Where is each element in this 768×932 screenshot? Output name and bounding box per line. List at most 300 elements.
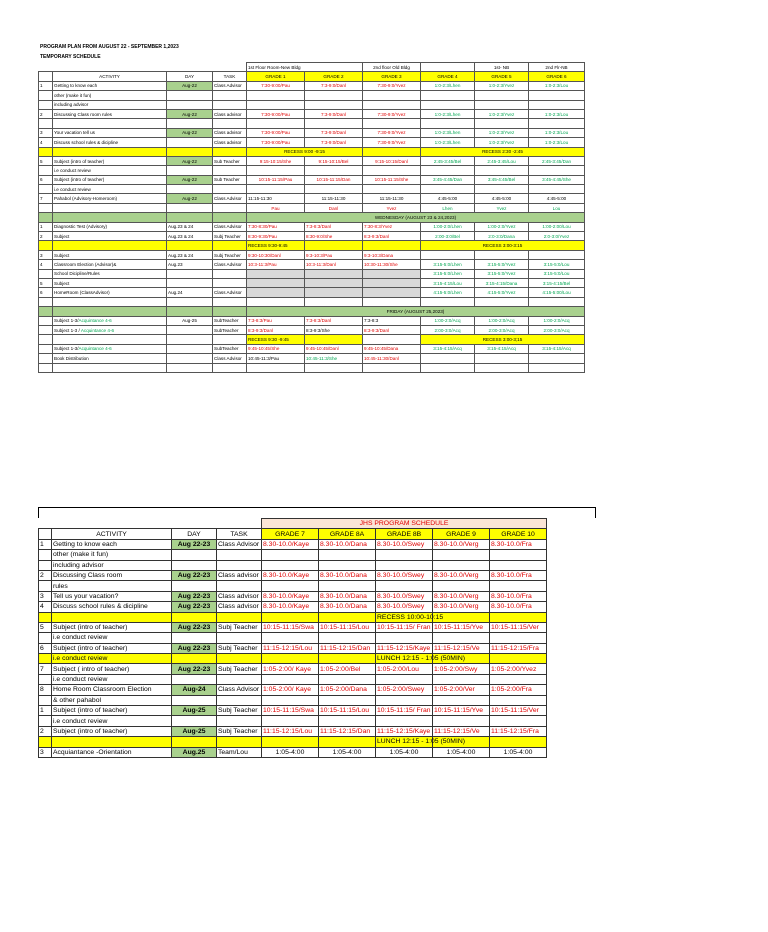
table-cell <box>421 316 475 325</box>
table-row <box>39 307 585 316</box>
table-cell <box>53 119 167 128</box>
table-cell <box>305 250 363 259</box>
table-cell <box>39 222 53 231</box>
table-cell <box>39 91 53 100</box>
table-cell <box>53 307 167 316</box>
cell-text: Aug-25 <box>182 318 197 324</box>
cell-text: Pau <box>271 205 280 211</box>
cell-text: Aug 22-23 <box>177 572 211 580</box>
table-cell <box>172 581 217 591</box>
cell-text: 3:15-5:0/Lhen <box>433 271 462 277</box>
table-cell <box>376 685 433 695</box>
table-cell <box>39 250 53 259</box>
table-row <box>39 706 547 716</box>
table-cell <box>305 260 363 269</box>
table-row <box>39 335 585 344</box>
table-row <box>39 674 547 684</box>
table-cell <box>490 747 547 757</box>
cell-text: including advisor <box>53 561 104 569</box>
table-cell <box>475 185 529 194</box>
table-cell <box>529 81 585 90</box>
table-cell <box>363 156 421 165</box>
cell-text: Subject <box>54 280 70 286</box>
cell-text: 1:00-2:0/Acq <box>434 318 461 324</box>
table-cell <box>376 695 433 705</box>
cell-text: Subject <box>54 233 70 239</box>
table-cell <box>475 100 529 109</box>
table-cell <box>167 138 213 147</box>
table-cell <box>490 716 547 726</box>
table-row <box>39 166 585 175</box>
table-cell <box>363 147 421 156</box>
table-cell <box>376 622 433 632</box>
cell-text: 8:3-9:3/Danl <box>364 233 390 239</box>
table-cell <box>529 363 585 372</box>
cell-text: Subj Teacher <box>218 624 258 632</box>
cell-text: Aug.23 & 24 <box>168 233 194 239</box>
cell-text: Subj Teacher <box>218 665 258 673</box>
cell-text: 11:15-12:15/Ve <box>434 644 480 652</box>
table-cell <box>305 354 363 363</box>
cell-text: 6 <box>40 177 43 183</box>
col-header: GRADE 2 <box>305 72 363 81</box>
table-cell <box>376 726 433 736</box>
table-cell <box>39 269 53 278</box>
cell-text: 1:05-4:00 <box>332 748 362 756</box>
cell-text: 7:3-9:0/Danl <box>320 83 347 89</box>
table-cell <box>421 128 475 137</box>
table-cell <box>475 260 529 269</box>
cell-text: 1:05-4:00 <box>389 748 419 756</box>
table-cell <box>53 222 167 231</box>
building-label: 2nd Flr-NB <box>529 63 585 72</box>
table-cell <box>53 269 167 278</box>
table-cell <box>247 185 305 194</box>
table-cell <box>247 269 305 278</box>
cell-text: Subj Teacher <box>214 252 241 258</box>
table-cell <box>490 664 547 674</box>
table-cell <box>262 685 319 695</box>
table-cell <box>475 138 529 147</box>
plan-title: PROGRAM PLAN FROM AUGUST 22 - SEPTEMBER 1,2023 <box>40 44 179 50</box>
table-cell <box>363 194 421 203</box>
table-cell <box>262 737 319 747</box>
cell-text: 3:15-5:0/Yvez <box>487 271 516 277</box>
table-cell <box>213 260 247 269</box>
table-cell <box>39 194 53 203</box>
table-cell <box>167 354 213 363</box>
table-cell <box>213 297 247 306</box>
table-cell <box>172 622 217 632</box>
table-cell <box>217 695 262 705</box>
table-row <box>39 269 585 278</box>
table-cell <box>529 316 585 325</box>
cell-text: Class advisor <box>214 111 242 117</box>
cell-text: 3 <box>40 748 44 756</box>
table-cell <box>529 260 585 269</box>
cell-text: 7:30-9:00/Pau <box>261 139 290 145</box>
table-cell <box>305 325 363 334</box>
table-cell <box>213 354 247 363</box>
table-cell <box>217 654 262 664</box>
cell-text: Subj Teacher <box>218 644 258 652</box>
cell-text: Class Advisor <box>214 290 242 296</box>
table-cell <box>376 539 433 549</box>
cell-text: 11:15-12:15/Fra <box>491 728 539 735</box>
cell-text: Classroom Election (Advisor)& <box>54 261 117 267</box>
table-cell <box>529 325 585 334</box>
table-cell <box>490 695 547 705</box>
cell-text: 11:15-12:15/Lou <box>263 728 313 735</box>
cell-text: 8.30-10.0/Dana <box>320 603 367 611</box>
table-cell <box>213 156 247 165</box>
cell-text: Discuss school rules & dicipline <box>53 603 148 611</box>
cell-text: Class advisor <box>218 603 259 611</box>
plan-subtitle: TEMPORARY SCHEDULE <box>40 54 101 60</box>
table-cell <box>421 297 475 306</box>
table-cell <box>52 622 172 632</box>
table-cell <box>305 128 363 137</box>
table-cell <box>376 674 433 684</box>
cell-text: Class advisor <box>214 130 242 136</box>
cell-text: 3:15-5:0/Lou <box>543 271 570 277</box>
table-row <box>39 213 585 222</box>
table-cell <box>421 119 475 128</box>
table-cell <box>421 81 475 90</box>
cell-text: Subj Teacher <box>214 233 241 239</box>
table-cell <box>262 550 319 560</box>
table-cell <box>363 100 421 109</box>
cell-text: Sub Teacher <box>214 177 240 183</box>
table-cell <box>53 175 167 184</box>
table-cell <box>319 726 376 736</box>
table-cell <box>247 109 305 118</box>
col-header: ACTIVITY <box>52 529 172 539</box>
table-cell <box>363 325 421 334</box>
table-cell <box>52 716 172 726</box>
table-cell <box>167 175 213 184</box>
cell-text: 1:00-2:0/Yvez <box>487 224 516 230</box>
table-cell <box>319 550 376 560</box>
cell-text: SubTeacher <box>214 346 239 352</box>
col-header: ACTIVITY <box>53 72 167 81</box>
cell-text: 1 <box>40 707 44 715</box>
table-cell <box>305 185 363 194</box>
table-cell <box>213 91 247 100</box>
table-cell <box>475 316 529 325</box>
table-cell <box>39 138 53 147</box>
cell-text: 6 <box>40 290 43 296</box>
cell-text: 8.30-10.0/Swey <box>377 603 425 611</box>
cell-text: Class advisor <box>218 592 259 600</box>
table-cell <box>217 633 262 643</box>
cell-text: WEDNESDAY (AUGUST 23 & 24,2023) <box>374 214 457 220</box>
cell-text: 3:45-4:45/Dan <box>432 177 463 183</box>
table-cell <box>529 128 585 137</box>
cell-text: 11:15-12:15/Dan <box>320 644 371 652</box>
cell-text: 4 <box>40 139 43 145</box>
cell-text: RECESS 2:30 -2:45 <box>482 149 523 155</box>
table-cell <box>39 100 53 109</box>
table-cell <box>172 550 217 560</box>
table-cell <box>363 278 421 287</box>
cell-text: Diagnostic Test (Advisory) <box>54 224 108 230</box>
cell-text: Class Advisor <box>214 261 242 267</box>
cell-text: 1:05-2:00/Dana <box>320 686 367 694</box>
program-plan-table <box>38 62 585 373</box>
table-cell <box>53 100 167 109</box>
table-cell <box>39 695 52 705</box>
table-cell <box>363 316 421 325</box>
cell-text: other (make it fun) <box>54 92 92 98</box>
table-cell <box>319 539 376 549</box>
cell-text: i.e conduct review <box>54 186 91 192</box>
table-cell <box>172 664 217 674</box>
col-header: GRADE 1 <box>247 72 305 81</box>
table-row <box>39 570 547 580</box>
cell-text: 5 <box>40 280 43 286</box>
table-cell <box>363 128 421 137</box>
table-row <box>39 100 585 109</box>
cell-text: Pahabol (Advisory-Homeroom) <box>54 196 118 202</box>
table-row <box>39 222 585 231</box>
cell-text: 10:15-11:15/Swa <box>263 624 314 632</box>
cell-text: 2 <box>40 572 44 580</box>
table-cell <box>376 654 466 664</box>
table-cell <box>475 363 529 372</box>
table-cell <box>167 156 213 165</box>
table-cell <box>421 325 475 334</box>
table-cell <box>529 250 585 259</box>
cell-text: 4:15-5:0/Yvez <box>487 290 516 296</box>
cell-text: Class advisor <box>218 572 259 580</box>
table-cell <box>475 288 529 297</box>
table-row <box>39 581 547 591</box>
table-cell <box>376 570 433 580</box>
cell-text: Book Distribution <box>54 355 89 361</box>
table-cell <box>490 602 547 612</box>
table-cell <box>39 570 52 580</box>
table-cell <box>167 109 213 118</box>
table-row <box>39 278 585 287</box>
table-cell <box>167 307 213 316</box>
cell-text: RECESS 9:30 -9:45 <box>248 337 289 343</box>
cell-text: 1:05-2:00/Bel <box>320 665 361 673</box>
col-header: GRADE 3 <box>363 72 421 81</box>
cell-text: Aug-22 <box>182 83 197 89</box>
cell-text: Aug 22-23 <box>177 603 211 611</box>
table-cell <box>319 581 376 591</box>
cell-text: 8:30-9:0/She <box>306 233 333 239</box>
table-cell <box>433 602 490 612</box>
table-cell <box>172 706 217 716</box>
table-cell <box>421 250 475 259</box>
cell-text: 7:30-9:0/Yvez <box>377 139 406 145</box>
table-cell <box>217 591 262 601</box>
cell-text: 1:0-2:3/Lou <box>544 111 569 117</box>
cell-text: 1:05-2:00/Swy <box>434 665 478 673</box>
table-cell <box>213 175 247 184</box>
table-cell <box>39 175 53 184</box>
table-cell <box>213 147 247 156</box>
cell-text: 8.30-10.0/Swey <box>377 572 425 580</box>
table-cell <box>217 622 262 632</box>
cell-text-note: Acquintance 4-6 <box>80 327 115 333</box>
table-cell <box>39 612 52 622</box>
cell-text: Subject (intro of teacher) <box>53 707 128 715</box>
table-cell <box>39 591 52 601</box>
table-cell <box>262 654 319 664</box>
table-cell <box>39 737 52 747</box>
table-cell <box>167 194 213 203</box>
table-cell <box>53 344 167 353</box>
cell-text: RECESS 10:00-10:15 <box>377 613 444 621</box>
cell-text: & other pahabol <box>53 696 101 704</box>
cell-text: School Dicipline/Rules <box>54 271 100 277</box>
cell-text: i.e conduct review <box>53 655 108 663</box>
table-row <box>39 297 585 306</box>
cell-text: 1:05-4:00 <box>503 748 533 756</box>
table-cell <box>529 175 585 184</box>
cell-text: 7 <box>40 196 43 202</box>
col-header: GRADE 6 <box>529 72 585 81</box>
table-cell <box>39 643 52 653</box>
table-cell <box>213 232 247 241</box>
cell-text: 8.30-10.0/Verg <box>434 540 479 548</box>
table-cell <box>213 222 247 231</box>
table-row <box>39 560 547 570</box>
table-cell <box>529 232 585 241</box>
table-cell <box>529 354 585 363</box>
table-cell <box>247 344 305 353</box>
table-cell <box>433 633 490 643</box>
table-row <box>39 316 585 325</box>
table-cell <box>376 643 433 653</box>
table-cell <box>376 612 444 622</box>
cell-text: SubTeacher <box>214 318 239 324</box>
cell-text: 1:05-2:00/ Kaye <box>263 665 311 673</box>
cell-text: RECESS 9:00 -9:15 <box>284 149 325 155</box>
cell-text: 1:05-2:00/Swey <box>377 686 425 694</box>
header-row <box>39 529 547 539</box>
cell-text: 8.30-10.0/Dana <box>320 592 367 600</box>
table-cell <box>305 175 363 184</box>
table-cell <box>433 560 490 570</box>
cell-text: 8.30-10.0/Verg <box>434 603 479 611</box>
table-cell <box>167 81 213 90</box>
table-cell <box>167 325 213 334</box>
cell-text: Subject (intro of teacher) <box>54 158 105 164</box>
table-cell <box>39 307 53 316</box>
table-cell <box>319 612 376 622</box>
table-cell <box>433 747 490 757</box>
table-cell <box>529 185 585 194</box>
table-cell <box>363 250 421 259</box>
cell-text: 3:15-5:0/Yvez <box>487 261 516 267</box>
cell-text: Your vacation tell us <box>54 130 95 136</box>
table-cell <box>363 241 421 250</box>
table-row <box>39 260 585 269</box>
table-cell <box>167 232 213 241</box>
table-cell <box>39 325 53 334</box>
cell-text: i.e conduct review <box>53 676 108 684</box>
cell-text: 1:0-2:3/Lhen <box>434 139 461 145</box>
table-cell <box>213 119 247 128</box>
cell-text: Aug-22 <box>182 111 197 117</box>
table-cell <box>172 591 217 601</box>
cell-text: 10:15-11:15/Lou <box>320 624 370 632</box>
table-cell <box>172 602 217 612</box>
table-cell <box>421 269 475 278</box>
table-cell <box>305 91 363 100</box>
table-cell <box>217 570 262 580</box>
table-cell <box>39 185 53 194</box>
table-cell <box>363 222 421 231</box>
cell-text: Aug.23 & 24 <box>168 252 194 258</box>
table-cell <box>262 570 319 580</box>
table-cell <box>39 550 52 560</box>
cell-text: Subject (intro of teacher) <box>54 177 105 183</box>
table-cell <box>39 602 52 612</box>
table-cell <box>363 203 421 212</box>
table-cell <box>475 269 529 278</box>
table-cell <box>529 222 585 231</box>
table-cell <box>39 278 53 287</box>
table-cell <box>53 156 167 165</box>
cell-text: 7:3-9:0/Danl <box>320 130 347 136</box>
table-cell <box>363 344 421 353</box>
cell-text: Class Advisor <box>214 224 242 230</box>
cell-text: 7:30-9:0/Yvez <box>377 130 406 136</box>
col-header: GRADE 9 <box>433 529 490 539</box>
table-cell <box>490 550 547 560</box>
table-cell <box>363 260 421 269</box>
cell-text: 2 <box>40 728 44 735</box>
cell-text: 3:15-5:0/Lou <box>543 261 570 267</box>
table-cell <box>167 147 213 156</box>
table-cell <box>167 335 213 344</box>
col-header: DAY <box>167 72 213 81</box>
cell-text: Aug-22 <box>182 177 197 183</box>
table-cell <box>247 128 305 137</box>
table-cell <box>167 288 213 297</box>
table-cell <box>262 643 319 653</box>
table-cell <box>319 654 376 664</box>
cell-text: 8:30-9:30/Pau <box>248 233 277 239</box>
table-cell <box>39 747 52 757</box>
cell-text: 9:15-10:15/Bel <box>318 158 349 164</box>
table-cell <box>433 726 490 736</box>
cell-text: 3:15-4:15/Acq <box>433 346 462 352</box>
col-header: TASK <box>213 72 247 81</box>
cell-text: 11:15-12:15/Dan <box>320 728 371 735</box>
table-cell <box>247 166 305 175</box>
table-cell <box>52 602 172 612</box>
table-cell <box>39 560 52 570</box>
table-cell <box>262 602 319 612</box>
table-cell <box>421 363 475 372</box>
table-cell <box>39 232 53 241</box>
table-cell <box>52 643 172 653</box>
cell-text: Subject ( intro of teacher) <box>53 665 130 673</box>
cell-text-note: Acquintance 4-6 <box>78 318 112 324</box>
cell-text: 1:00-2:00/Lou <box>542 224 571 230</box>
table-cell <box>217 602 262 612</box>
table-cell <box>529 278 585 287</box>
cell-text: 10:15-11:15/Ver <box>491 707 539 715</box>
table-cell <box>262 539 319 549</box>
cell-text: 4 <box>40 603 44 611</box>
